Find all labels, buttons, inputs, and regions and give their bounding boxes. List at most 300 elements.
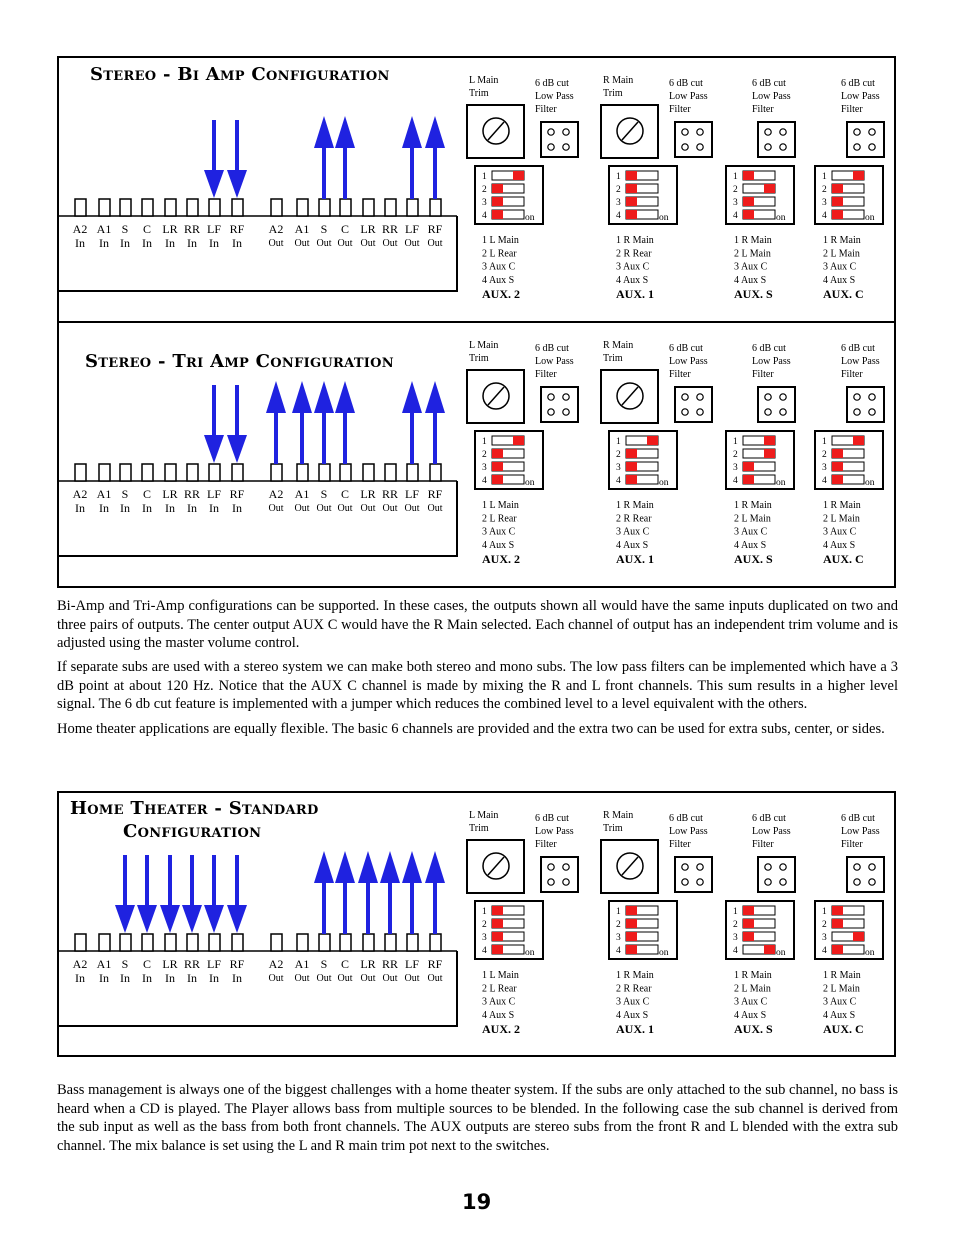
- switch-toggle: [492, 449, 503, 458]
- switch-toggle: [492, 475, 503, 484]
- rca-jack: [99, 934, 110, 951]
- trim-label: Trim: [469, 823, 489, 834]
- up-arrow-icon: [335, 851, 355, 883]
- jack-label-top: A2: [268, 222, 284, 236]
- panel-stereo-bi-amp: [57, 56, 896, 323]
- switch-number: 4: [482, 476, 487, 486]
- switch-toggle: [832, 919, 843, 928]
- rca-jack: [385, 199, 396, 216]
- jack-label-top: A2: [72, 222, 88, 236]
- jumper-pin-icon: [682, 864, 688, 870]
- source-option: 1 R Main: [616, 500, 654, 511]
- source-option: 2 L Main: [823, 248, 860, 260]
- jack-label-top: RF: [427, 222, 443, 236]
- switch-number: 4: [616, 946, 621, 956]
- jack-label-top: C: [142, 222, 152, 236]
- switch-number: 1: [616, 907, 621, 917]
- jack-label-top: A1: [294, 957, 310, 971]
- page-number: 19: [462, 1190, 492, 1214]
- switch-number: 4: [733, 211, 738, 221]
- switch-on-label: on: [865, 478, 875, 488]
- jack-label-bottom: Out: [268, 503, 284, 514]
- switch-number: 3: [616, 463, 621, 473]
- switch-toggle: [764, 184, 775, 193]
- switch-toggle: [626, 945, 637, 954]
- jack-label-bottom: In: [209, 236, 219, 250]
- filter-label: Low Pass: [535, 826, 574, 837]
- up-arrow-icon: [402, 851, 422, 883]
- source-option: 3 Aux C: [616, 526, 650, 538]
- up-arrow-icon: [314, 116, 334, 148]
- jumper-block: [541, 387, 578, 422]
- source-option: 1 L Main: [482, 235, 519, 246]
- switch-number: 1: [822, 437, 827, 447]
- rca-jack: [120, 934, 131, 951]
- switch-toggle: [832, 184, 843, 193]
- jack-label-bottom: In: [99, 971, 109, 985]
- rca-jack: [407, 934, 418, 951]
- jack-label-top: LF: [206, 487, 222, 501]
- jack-label-bottom: In: [209, 971, 219, 985]
- jack-label-bottom: In: [165, 236, 175, 250]
- rca-jack: [363, 464, 374, 481]
- jack-label-top: C: [340, 222, 350, 236]
- jumper-block: [675, 857, 712, 892]
- source-option: 1 R Main: [734, 970, 772, 981]
- jack-label-top: S: [320, 957, 328, 971]
- switch-number: 4: [616, 211, 621, 221]
- jack-label-top: RF: [229, 957, 245, 971]
- jumper-pin-icon: [548, 864, 554, 870]
- down-arrow-icon: [227, 905, 247, 933]
- switch-toggle: [492, 932, 503, 941]
- rca-jack: [120, 464, 131, 481]
- switch-toggle: [743, 475, 754, 484]
- rca-jack: [385, 934, 396, 951]
- filter-label: Filter: [752, 104, 774, 115]
- source-option: 4 Aux S: [734, 274, 767, 286]
- source-option: 4 Aux S: [823, 274, 856, 286]
- jumper-pin-icon: [563, 144, 569, 150]
- jack-label-bottom: Out: [337, 973, 353, 984]
- jack-label-top: A1: [294, 487, 310, 501]
- switch-number: 1: [616, 437, 621, 447]
- jack-label-top: LR: [162, 222, 178, 236]
- switch-on-label: on: [525, 478, 535, 488]
- jumper-block: [847, 387, 884, 422]
- jumper-pin-icon: [682, 129, 688, 135]
- jack-label-bottom: In: [232, 236, 242, 250]
- rca-jack: [319, 464, 330, 481]
- jumper-pin-icon: [854, 144, 860, 150]
- jumper-pin-icon: [780, 879, 786, 885]
- switch-toggle: [743, 919, 754, 928]
- source-option: 2 L Main: [823, 983, 860, 995]
- filter-label: 6 dB cut: [669, 813, 703, 824]
- up-arrow-icon: [292, 381, 312, 413]
- jumper-pin-icon: [780, 129, 786, 135]
- source-option: 3 Aux C: [482, 261, 516, 273]
- panel-title-line2: Configuration: [123, 821, 262, 842]
- rca-jack: [297, 464, 308, 481]
- switch-toggle: [832, 906, 843, 915]
- jack-label-bottom: In: [187, 236, 197, 250]
- rca-jack: [209, 464, 220, 481]
- down-arrow-icon: [182, 905, 202, 933]
- switch-number: 4: [482, 946, 487, 956]
- rca-jack: [271, 199, 282, 216]
- panel-title: Stereo - Bi Amp Configuration: [90, 64, 390, 85]
- source-option: 4 Aux S: [823, 539, 856, 551]
- jack-label-bottom: Out: [427, 238, 443, 249]
- jack-label-top: C: [340, 957, 350, 971]
- jack-label-bottom: Out: [382, 238, 398, 249]
- rca-jack: [340, 464, 351, 481]
- rca-jack: [187, 934, 198, 951]
- switch-toggle: [492, 462, 503, 471]
- jack-label-top: C: [142, 487, 152, 501]
- source-option: 4 Aux S: [616, 274, 649, 286]
- jack-label-bottom: In: [232, 971, 242, 985]
- down-arrow-icon: [227, 435, 247, 463]
- switch-toggle: [743, 210, 754, 219]
- jumper-pin-icon: [869, 409, 875, 415]
- rca-jack: [363, 934, 374, 951]
- source-option: 4 Aux S: [823, 1009, 856, 1021]
- module-name: AUX. C: [823, 1022, 864, 1036]
- up-arrow-icon: [380, 851, 400, 883]
- paragraph: If separate subs are used with a stereo system we can make both stereo and mono subs. The low pass filters can be implemented which have a 3 dB point at about 120 Hz. Notice that the AUX C channel is made by mixing the R and L front channels. This sum results in a higher level signal. The 6 db cut feature is implemented with a jumper which reduces the combined level to a level equivalent with the others.: [57, 659, 898, 713]
- switch-toggle: [853, 436, 864, 445]
- jack-label-top: C: [340, 487, 350, 501]
- filter-label: Low Pass: [841, 91, 880, 102]
- jack-label-bottom: Out: [294, 503, 310, 514]
- rca-jack: [430, 934, 441, 951]
- switch-toggle: [626, 184, 637, 193]
- jack-label-top: C: [142, 957, 152, 971]
- switch-number: 1: [482, 437, 487, 447]
- jack-label-top: RF: [427, 487, 443, 501]
- jumper-pin-icon: [780, 864, 786, 870]
- source-option: 2 L Main: [823, 513, 860, 525]
- jack-label-top: S: [320, 487, 328, 501]
- jumper-block: [847, 122, 884, 157]
- jack-label-top: RR: [381, 487, 399, 501]
- rca-jack: [363, 199, 374, 216]
- switch-number: 1: [733, 907, 738, 917]
- switch-number: 3: [616, 933, 621, 943]
- jumper-pin-icon: [869, 864, 875, 870]
- jack-label-top: LF: [404, 957, 420, 971]
- jack-label-bottom: In: [75, 971, 85, 985]
- source-option: 3 Aux C: [734, 526, 768, 538]
- switch-on-label: on: [659, 948, 669, 958]
- jack-label-bottom: Out: [268, 973, 284, 984]
- jack-label-top: LR: [360, 222, 376, 236]
- rca-jack: [75, 464, 86, 481]
- switch-toggle: [853, 932, 864, 941]
- up-arrow-icon: [314, 851, 334, 883]
- jumper-block: [758, 122, 795, 157]
- module-name: AUX. C: [823, 287, 864, 301]
- jack-label-top: RR: [381, 222, 399, 236]
- module-name: AUX. C: [823, 552, 864, 566]
- filter-label: Low Pass: [535, 356, 574, 367]
- jumper-pin-icon: [563, 394, 569, 400]
- switch-toggle: [832, 945, 843, 954]
- switch-number: 1: [733, 172, 738, 182]
- switch-on-label: on: [659, 213, 669, 223]
- jumper-pin-icon: [682, 144, 688, 150]
- trim-label: R Main: [603, 340, 634, 351]
- trim-label: L Main: [469, 810, 499, 821]
- filter-label: Filter: [669, 369, 691, 380]
- jack-label-bottom: In: [120, 501, 130, 515]
- jack-label-bottom: Out: [404, 238, 420, 249]
- jack-label-top: RR: [183, 957, 201, 971]
- switch-toggle: [647, 436, 658, 445]
- source-option: 4 Aux S: [734, 1009, 767, 1021]
- source-option: 3 Aux C: [482, 526, 516, 538]
- jumper-pin-icon: [765, 879, 771, 885]
- filter-label: 6 dB cut: [841, 78, 875, 89]
- jack-label-bottom: Out: [360, 238, 376, 249]
- trim-label: Trim: [603, 823, 623, 834]
- source-option: 1 R Main: [823, 235, 861, 246]
- trim-label: Trim: [469, 353, 489, 364]
- jumper-block: [847, 857, 884, 892]
- jack-label-bottom: In: [187, 501, 197, 515]
- source-option: 4 Aux S: [616, 1009, 649, 1021]
- filter-label: Low Pass: [669, 91, 708, 102]
- jack-label-top: A1: [96, 957, 112, 971]
- filter-label: 6 dB cut: [535, 78, 569, 89]
- switch-number: 2: [616, 450, 621, 460]
- switch-toggle: [832, 475, 843, 484]
- rca-jack: [75, 934, 86, 951]
- jumper-pin-icon: [854, 879, 860, 885]
- rca-jack: [319, 199, 330, 216]
- switch-toggle: [626, 171, 637, 180]
- switch-number: 3: [822, 933, 827, 943]
- rca-jack: [271, 934, 282, 951]
- up-arrow-icon: [314, 381, 334, 413]
- switch-toggle: [513, 171, 524, 180]
- jack-label-top: S: [121, 222, 129, 236]
- source-option: 2 L Rear: [482, 513, 517, 525]
- rca-jack: [99, 199, 110, 216]
- source-option: 4 Aux S: [734, 539, 767, 551]
- module-name: AUX. 1: [616, 552, 654, 566]
- switch-toggle: [513, 436, 524, 445]
- rca-jack: [340, 199, 351, 216]
- trim-label: R Main: [603, 75, 634, 86]
- jack-label-top: A2: [268, 487, 284, 501]
- jack-label-top: A2: [72, 957, 88, 971]
- source-option: 4 Aux S: [482, 1009, 515, 1021]
- rca-jack: [407, 464, 418, 481]
- switch-number: 4: [822, 211, 827, 221]
- jumper-pin-icon: [765, 144, 771, 150]
- jumper-pin-icon: [765, 409, 771, 415]
- jumper-pin-icon: [780, 144, 786, 150]
- rca-jack: [297, 199, 308, 216]
- jack-label-top: RF: [427, 957, 443, 971]
- jack-label-top: LR: [360, 957, 376, 971]
- jack-label-top: A1: [96, 487, 112, 501]
- switch-toggle: [492, 945, 503, 954]
- jumper-pin-icon: [854, 409, 860, 415]
- jumper-pin-icon: [548, 144, 554, 150]
- switch-toggle: [743, 462, 754, 471]
- filter-label: Low Pass: [752, 356, 791, 367]
- wiring-diagram: [59, 323, 894, 586]
- rca-jack: [232, 199, 243, 216]
- jack-label-top: LF: [206, 222, 222, 236]
- filter-label: Low Pass: [669, 826, 708, 837]
- switch-toggle: [492, 210, 503, 219]
- module-name: AUX. 2: [482, 287, 520, 301]
- switch-toggle: [853, 171, 864, 180]
- panel-title: Stereo - Tri Amp Configuration: [85, 351, 394, 372]
- source-option: 2 L Main: [734, 513, 771, 525]
- switch-toggle: [626, 932, 637, 941]
- rca-jack: [75, 199, 86, 216]
- filter-label: 6 dB cut: [669, 78, 703, 89]
- switch-on-label: on: [659, 478, 669, 488]
- switch-toggle: [626, 462, 637, 471]
- jack-label-bottom: In: [165, 501, 175, 515]
- jumper-pin-icon: [765, 129, 771, 135]
- switch-number: 3: [733, 198, 738, 208]
- rca-jack: [165, 199, 176, 216]
- switch-number: 2: [482, 185, 487, 195]
- filter-label: Low Pass: [535, 91, 574, 102]
- trim-label: L Main: [469, 75, 499, 86]
- jumper-pin-icon: [563, 879, 569, 885]
- jack-label-top: A2: [268, 957, 284, 971]
- switch-number: 2: [822, 920, 827, 930]
- source-option: 3 Aux C: [482, 996, 516, 1008]
- switch-number: 4: [733, 946, 738, 956]
- jack-label-top: RR: [183, 222, 201, 236]
- jumper-block: [758, 857, 795, 892]
- filter-label: Filter: [669, 104, 691, 115]
- filter-label: Filter: [841, 104, 863, 115]
- switch-number: 4: [616, 476, 621, 486]
- switch-number: 4: [822, 476, 827, 486]
- jack-label-bottom: In: [99, 236, 109, 250]
- switch-on-label: on: [865, 948, 875, 958]
- jumper-pin-icon: [765, 394, 771, 400]
- switch-on-label: on: [865, 213, 875, 223]
- switch-number: 4: [482, 211, 487, 221]
- jack-label-bottom: Out: [316, 238, 332, 249]
- switch-number: 1: [482, 172, 487, 182]
- jack-label-bottom: Out: [427, 973, 443, 984]
- jumper-pin-icon: [697, 409, 703, 415]
- jumper-pin-icon: [548, 394, 554, 400]
- jumper-pin-icon: [854, 864, 860, 870]
- jack-label-bottom: Out: [294, 973, 310, 984]
- rca-jack: [297, 934, 308, 951]
- switch-number: 2: [733, 920, 738, 930]
- filter-label: 6 dB cut: [752, 813, 786, 824]
- source-option: 2 R Rear: [616, 983, 652, 995]
- source-option: 3 Aux C: [616, 261, 650, 273]
- source-option: 1 R Main: [734, 500, 772, 511]
- switch-number: 2: [733, 450, 738, 460]
- trim-label: Trim: [469, 88, 489, 99]
- jumper-block: [541, 857, 578, 892]
- panel-title: Home Theater - Standard: [70, 798, 319, 819]
- jumper-pin-icon: [697, 864, 703, 870]
- rca-jack: [385, 464, 396, 481]
- switch-toggle: [492, 197, 503, 206]
- switch-toggle: [764, 945, 775, 954]
- wiring-diagram: [59, 58, 894, 321]
- rca-jack: [142, 464, 153, 481]
- switch-number: 1: [822, 172, 827, 182]
- switch-toggle: [743, 932, 754, 941]
- filter-label: Low Pass: [752, 91, 791, 102]
- jack-label-bottom: In: [75, 236, 85, 250]
- trim-label: Trim: [603, 353, 623, 364]
- switch-number: 3: [822, 463, 827, 473]
- switch-number: 4: [822, 946, 827, 956]
- jack-label-top: A2: [72, 487, 88, 501]
- jumper-pin-icon: [854, 394, 860, 400]
- filter-label: Low Pass: [669, 356, 708, 367]
- source-option: 3 Aux C: [734, 996, 768, 1008]
- switch-number: 1: [822, 907, 827, 917]
- up-arrow-icon: [266, 381, 286, 413]
- switch-toggle: [626, 475, 637, 484]
- source-option: 2 R Rear: [616, 248, 652, 260]
- jumper-pin-icon: [697, 394, 703, 400]
- rca-jack: [340, 934, 351, 951]
- switch-on-label: on: [776, 213, 786, 223]
- jumper-pin-icon: [697, 879, 703, 885]
- trim-label: Trim: [603, 88, 623, 99]
- jumper-block: [541, 122, 578, 157]
- switch-on-label: on: [776, 948, 786, 958]
- jumper-pin-icon: [869, 879, 875, 885]
- paragraph: Bass management is always one of the biggest challenges with a home theater system. If the subs are only attached to the sub channel, no bass is heard when a CD is played. The Player allows bass from multiple sources to be blended. In the following case the sub channel is derived from the sub input as well as the bass from both front channels. The AUX outputs are stereo subs from the front R and L blended with the extra sub channel. The mix balance is set using the L and R main trim pot next to the switches.: [57, 1082, 898, 1154]
- source-option: 1 R Main: [616, 235, 654, 246]
- source-option: 1 R Main: [823, 500, 861, 511]
- source-option: 2 L Rear: [482, 983, 517, 995]
- filter-label: 6 dB cut: [841, 343, 875, 354]
- filter-label: 6 dB cut: [752, 78, 786, 89]
- rca-jack: [319, 934, 330, 951]
- down-arrow-icon: [137, 905, 157, 933]
- switch-toggle: [626, 197, 637, 206]
- rca-jack: [165, 464, 176, 481]
- switch-toggle: [764, 436, 775, 445]
- jack-label-bottom: Out: [294, 238, 310, 249]
- down-arrow-icon: [204, 170, 224, 198]
- jumper-pin-icon: [869, 144, 875, 150]
- jumper-pin-icon: [697, 144, 703, 150]
- source-option: 2 L Main: [734, 248, 771, 260]
- source-option: 2 R Rear: [616, 513, 652, 525]
- switch-on-label: on: [776, 478, 786, 488]
- jumper-pin-icon: [697, 129, 703, 135]
- jumper-pin-icon: [869, 394, 875, 400]
- source-option: 1 R Main: [823, 970, 861, 981]
- module-name: AUX. 1: [616, 287, 654, 301]
